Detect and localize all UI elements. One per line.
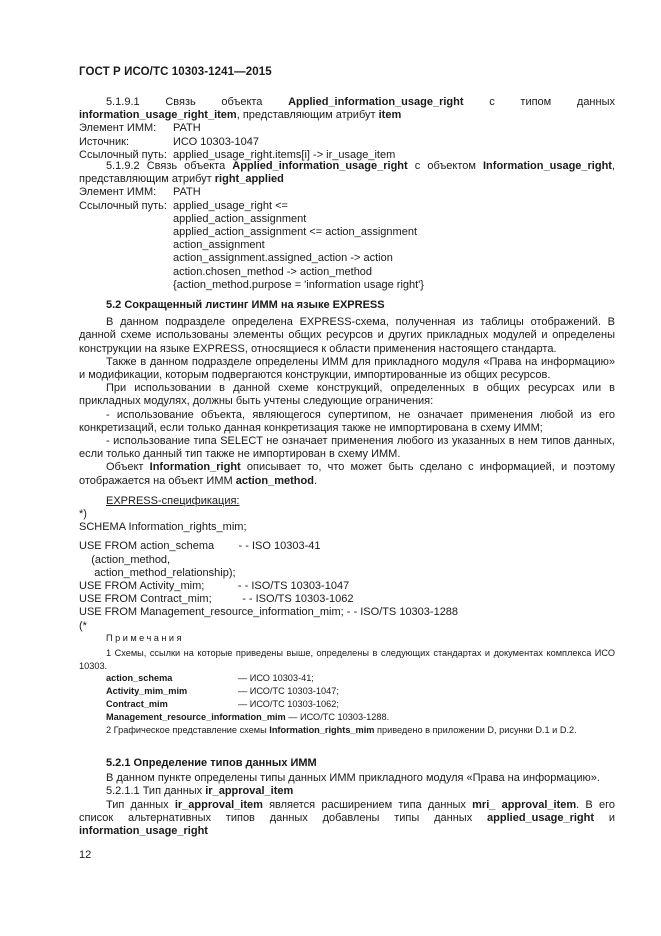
code-line: (* — [79, 619, 87, 632]
paragraph: Объект Information_right описывает то, что может быть сделано с информацией, и поэтому отображается на объект ИММ action_method. — [79, 461, 615, 487]
section-title: 5.2.1 Определение типов данных ИММ — [106, 757, 317, 769]
code-line: USE FROM action_schema - - ISO 10303-41 — [79, 540, 321, 553]
restriction-item: - использование типа SELECT не означает применения любого из указанных в нем типов данных, если только данный тип также не импортирован в схему ИММ. — [79, 435, 615, 461]
clause-number: 5.1.9.1 — [106, 96, 140, 108]
attribute-name: item — [378, 109, 402, 122]
notes-title: Примечания — [106, 633, 185, 643]
entity-name: Applied_information_usage_right — [288, 96, 464, 108]
entity-name: Information_usage_right — [483, 160, 612, 172]
note-2: 2 Графическое представление схемы Information_rights_mim приведено в приложении D, рисунки D.1 и D.2. — [106, 724, 577, 735]
path-line: action_assignment — [173, 239, 265, 252]
clause-5-1-9-1-text: 5.1.9.1 Связь объекта Applied_information_usage_right с типом данных information_usage_right_item, представляющим атрибут item — [79, 96, 615, 122]
code-line: USE FROM Contract_mim; - - ISO/TS 10303-1062 — [79, 593, 354, 606]
code-line: action_method_relationship); — [79, 566, 236, 579]
note-table-row: Activity_mim_mim — ИСО/ТС 10303-1047; — [106, 686, 339, 697]
mapping-row: Источник: ИСО 10303-1047 — [79, 135, 259, 148]
path-line: applied_action_assignment <= action_assignment — [173, 226, 417, 239]
code-line: USE FROM Management_resource_information_mim; - - ISO/TS 10303-1288 — [79, 606, 459, 619]
paragraph: Также в данном подразделе определены ИММ для прикладного модуля «Права на информацию» и модификации, которым подвергаются конструкции, импортированные из общих ресурсов. — [79, 355, 615, 382]
entity-name: Applied_information_usage_right — [232, 160, 408, 172]
note-1: 1 Схемы, ссылки на которые приведены выше, определены в следующих стандартах и документах комплекса ИСО 10303. — [79, 647, 615, 671]
paragraph: При использовании в данной схеме конструкций, определенных в общих ресурсах или в прикладных модулях, должны быть учтены следующие ограничения: — [79, 382, 615, 408]
subclause-title: 5.2.1.1 Тип данных ir_approval_item — [106, 785, 294, 798]
code-line: SCHEMA Information_rights_mim; — [79, 521, 247, 534]
entity-name: action_method — [235, 474, 314, 487]
paragraph: В данном подразделе определена EXPRESS-схема, полученная из таблицы отображений. В данной схеме использованы элементы общих ресурсов и других прикладных модулей и определены конструкции на языке EXPRESS, относящиеся к области применения настоящего стандарта. — [79, 316, 615, 355]
clause-5-1-9-2 — [79, 160, 615, 292]
mapping-row: Ссылочный путь: applied_usage_right.items[i] -> ir_usage_item — [79, 148, 396, 161]
path-line: action.chosen_method -> action_method — [173, 265, 373, 278]
page-number: 12 — [79, 849, 92, 861]
path-line: applied_action_assignment — [173, 212, 307, 225]
restriction-item: - использование объекта, являющегося супертипом, не означает применения любой из его конкретизаций, если только данная конкретизация также не импортирована в схему ИММ; — [79, 408, 615, 434]
mapping-row: Ссылочный путь: applied_usage_right <= — [79, 199, 288, 212]
code-line: (action_method, — [79, 553, 171, 566]
clause-5-1-9-1 — [79, 96, 615, 162]
mapping-row: Элемент ИММ: PATH — [79, 186, 201, 199]
entity-name: Information_right — [149, 461, 241, 474]
section-5-2 — [79, 299, 615, 633]
attribute-name: right_applied — [214, 173, 284, 186]
note-table-row: action_schema — ИСО 10303-41; — [106, 673, 314, 684]
paragraph: В данном пункте определены типы данных ИММ прикладного модуля «Права на информацию». — [106, 772, 600, 785]
mapping-row: Элемент ИММ: PATH — [79, 122, 201, 135]
notes-block — [79, 632, 615, 736]
note-table-row: Management_resource_information_mim — ИСО/ТС 10303-1288. — [106, 711, 390, 722]
clause-5-1-9-2-text: 5.1.9.2 Связь объекта Applied_information_usage_right с объектом Information_usage_right, представляющим атрибут right_applied — [79, 160, 616, 186]
type-name: information_usage_ — [79, 109, 184, 122]
section-5-2-1 — [79, 757, 615, 838]
clause-number: 5.1.9.2 — [106, 160, 140, 172]
path-line: {action_method.purpose = 'information usage right'} — [173, 278, 424, 291]
note-table-row: Contract_mim — ИСО/ТС 10303-1062; — [106, 698, 339, 709]
paragraph: Тип данных ir_approval_item является расширением типа данных mri_ approval_item. В его список альтернативных типов данных добавлены типы данных applied_usage_right и information_usage_right — [79, 798, 616, 838]
code-line: *) — [79, 508, 87, 521]
spec-heading: EXPRESS-спецификация: — [106, 494, 240, 507]
path-line: action_assignment.assigned_action -> action — [173, 252, 393, 265]
standard-header: ГОСТ Р ИСО/ТС 10303-1241—2015 — [79, 66, 272, 78]
code-line: USE FROM Activity_mim; - - ISO/TS 10303-1047 — [79, 580, 350, 593]
section-title: 5.2 Сокращенный листинг ИММ на языке EXPRESS — [106, 299, 385, 311]
